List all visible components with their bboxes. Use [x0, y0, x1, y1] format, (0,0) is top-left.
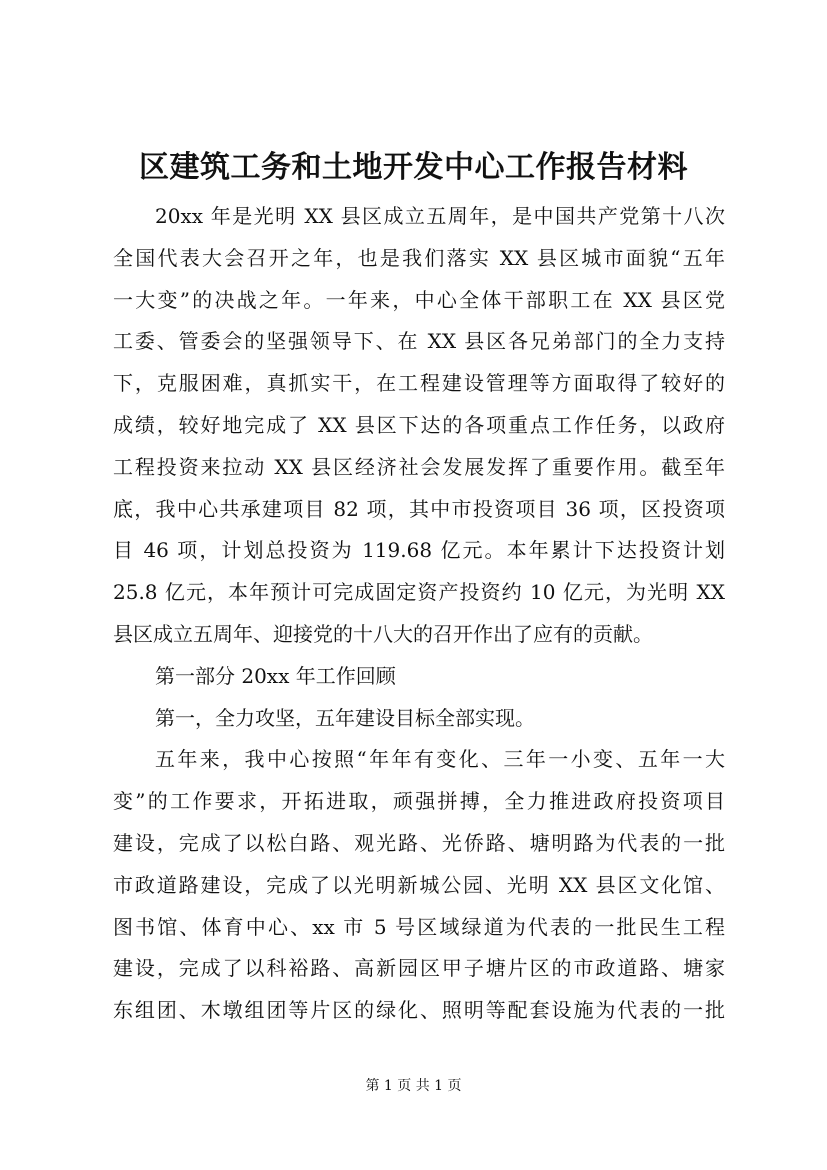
paragraph-line: 目 46 项，计划总投资为 119.68 亿元。本年累计下达投资计划 — [113, 538, 725, 563]
paragraph-line: 县区成立五周年、迎接党的十八大的召开作出了应有的贡献。 — [113, 621, 653, 646]
paragraph-line: 下，克服困难，真抓实干，在工程建设管理等方面取得了较好的 — [113, 371, 725, 396]
document-body — [113, 196, 725, 1032]
paragraph-line: 底，我中心共承建项目 82 项，其中市投资项目 36 项，区投资项 — [113, 496, 725, 521]
paragraph-line: 成绩，较好地完成了 XX 县区下达的各项重点工作任务，以政府 — [113, 412, 725, 437]
paragraph-line: 全国代表大会召开之年，也是我们落实 XX 县区城市面貌“五年 — [113, 245, 725, 270]
paragraph-line: 25.8 亿元，本年预计可完成固定资产投资约 10 亿元，为光明 XX — [113, 580, 725, 605]
paragraph-line: 变”的工作要求，开拓进取，顽强拼搏，全力推进政府投资项目 — [113, 789, 725, 814]
page-footer: 第 1 页 共 1 页 — [365, 1078, 462, 1094]
section-heading: 第一部分 20xx 年工作回顾 — [155, 663, 396, 688]
subsection-heading: 第一，全力攻坚，五年建设目标全部实现。 — [155, 705, 535, 730]
paragraph-line: 东组团、木墩组团等片区的绿化、照明等配套设施为代表的一批 — [113, 998, 725, 1023]
paragraph-line: 一大变”的决战之年。一年来，中心全体干部职工在 XX 县区党 — [113, 287, 725, 312]
paragraph-line: 20xx 年是光明 XX 县区成立五周年，是中国共产党第十八次 — [155, 204, 725, 228]
paragraph-line: 图书馆、体育中心、xx 市 5 号区域绿道为代表的一批民生工程 — [113, 914, 725, 939]
paragraph-line: 五年来，我中心按照“年年有变化、三年一小变、五年一大 — [155, 747, 725, 772]
paragraph-line: 市政道路建设，完成了以光明新城公园、光明 XX 县区文化馆、 — [113, 872, 725, 897]
paragraph-line: 建设，完成了以松白路、观光路、光侨路、塘明路为代表的一批 — [113, 830, 725, 855]
paragraph-line: 工委、管委会的坚强领导下、在 XX 县区各兄弟部门的全力支持 — [113, 329, 725, 354]
document-title: 区建筑工务和土地开发中心工作报告材料 — [139, 150, 688, 185]
paragraph-line: 工程投资来拉动 XX 县区经济社会发展发挥了重要作用。截至年 — [113, 454, 725, 479]
paragraph-line: 建设，完成了以科裕路、高新园区甲子塘片区的市政道路、塘家 — [113, 956, 725, 981]
